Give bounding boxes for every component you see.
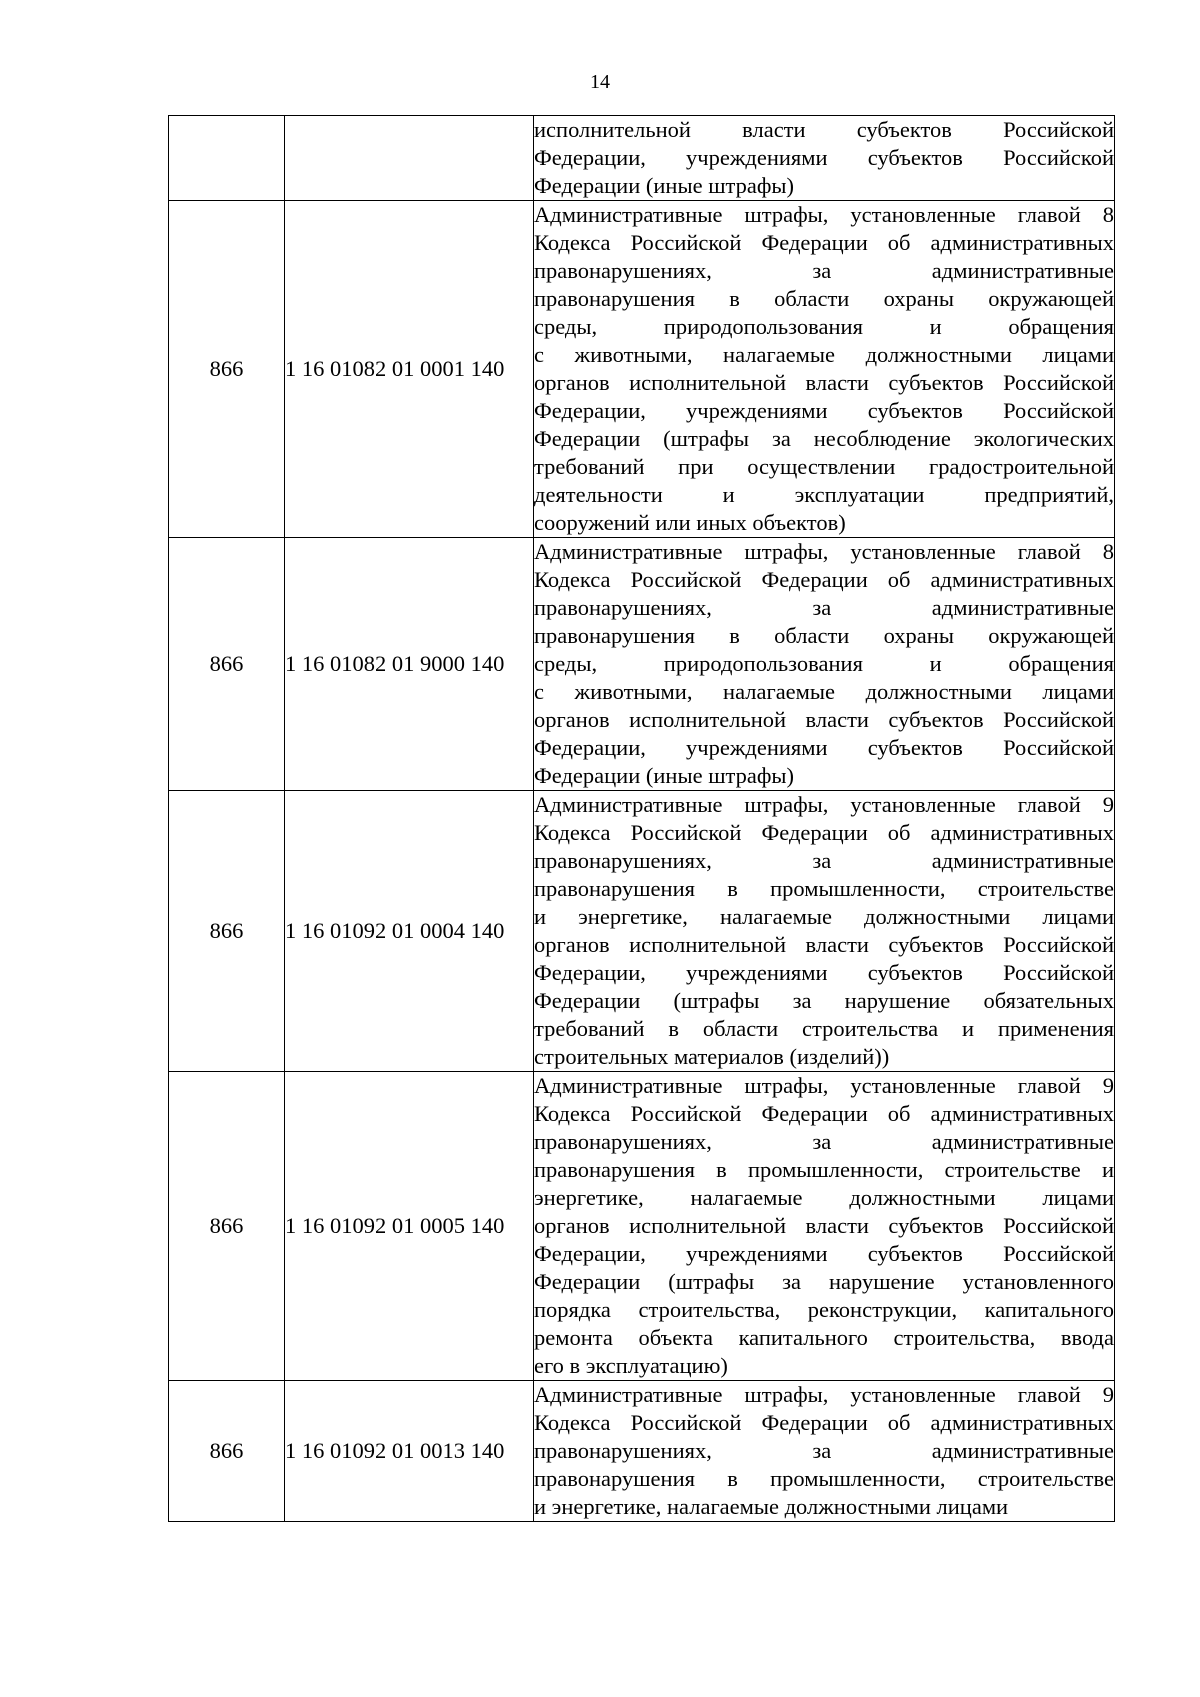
description-line: правонарушения в области охраны окружающей xyxy=(534,623,1114,648)
description-line: исполнительной власти субъектов Российской xyxy=(534,117,1114,142)
description-line: с животными, налагаемые должностными лицами xyxy=(534,679,1114,704)
description-line: и энергетике, налагаемые должностными лицами xyxy=(534,1494,1009,1519)
admin-code-cell: 866 xyxy=(169,791,285,1072)
description-line: Федерации, учреждениями субъектов Российской xyxy=(534,735,1114,760)
table-row xyxy=(169,201,1115,538)
description-cell xyxy=(534,116,1115,201)
description-line: требований при осуществлении градостроительной xyxy=(534,454,1114,479)
budget-classification-table xyxy=(168,115,1115,1522)
description-line: энергетике, налагаемые должностными лицами xyxy=(534,1185,1114,1210)
table-row xyxy=(169,1381,1115,1522)
kbk-code-cell: 1 16 01092 01 0013 140 xyxy=(285,1381,534,1522)
kbk-code-cell: 1 16 01082 01 0001 140 xyxy=(285,201,534,538)
description-line: Федерации (штрафы за несоблюдение экологических xyxy=(534,426,1114,451)
description-line: Административные штрафы, установленные главой 9 xyxy=(534,1073,1114,1098)
description-line: среды, природопользования и обращения xyxy=(534,651,1114,676)
description-cell xyxy=(534,791,1115,1072)
table-row xyxy=(169,791,1115,1072)
description-cell xyxy=(534,201,1115,538)
table-row xyxy=(169,1072,1115,1381)
description-line: органов исполнительной власти субъектов Российской xyxy=(534,932,1114,957)
description-line: правонарушениях, за административные xyxy=(534,1129,1114,1154)
description-line: правонарушения в промышленности, строительстве xyxy=(534,876,1114,901)
description-line: Федерации (иные штрафы) xyxy=(534,173,795,198)
admin-code-cell: 866 xyxy=(169,1072,285,1381)
description-line: правонарушениях, за административные xyxy=(534,848,1114,873)
description-cell xyxy=(534,1381,1115,1522)
admin-code-cell: 866 xyxy=(169,1381,285,1522)
description-line: и энергетике, налагаемые должностными лицами xyxy=(534,904,1114,929)
description-line: Федерации, учреждениями субъектов Российской xyxy=(534,960,1114,985)
description-line: строительных материалов (изделий)) xyxy=(534,1044,890,1069)
kbk-code-cell xyxy=(285,116,534,201)
description-line: Кодекса Российской Федерации об административных xyxy=(534,1410,1114,1435)
description-line: ремонта объекта капитального строительства, ввода xyxy=(534,1325,1114,1350)
kbk-code-cell: 1 16 01082 01 9000 140 xyxy=(285,538,534,791)
kbk-code-cell: 1 16 01092 01 0004 140 xyxy=(285,791,534,1072)
description-cell xyxy=(534,538,1115,791)
table-row xyxy=(169,116,1115,201)
description-line: правонарушениях, за административные xyxy=(534,595,1114,620)
description-line: Административные штрафы, установленные главой 9 xyxy=(534,1382,1114,1407)
description-line: Кодекса Российской Федерации об административных xyxy=(534,567,1114,592)
description-line: Административные штрафы, установленные главой 9 xyxy=(534,792,1114,817)
description-line: органов исполнительной власти субъектов Российской xyxy=(534,1213,1114,1238)
description-line: Кодекса Российской Федерации об административных xyxy=(534,230,1114,255)
description-line: Федерации, учреждениями субъектов Российской xyxy=(534,398,1114,423)
description-line: сооружений или иных объектов) xyxy=(534,510,846,535)
description-line: Федерации (штрафы за нарушение установленного xyxy=(534,1269,1114,1294)
description-line: деятельности и эксплуатации предприятий, xyxy=(534,482,1114,507)
description-line: правонарушениях, за административные xyxy=(534,258,1114,283)
description-cell xyxy=(534,1072,1115,1381)
description-line: Административные штрафы, установленные главой 8 xyxy=(534,202,1114,227)
table-row xyxy=(169,538,1115,791)
description-line: Административные штрафы, установленные главой 8 xyxy=(534,539,1114,564)
admin-code-cell: 866 xyxy=(169,201,285,538)
description-line: Федерации (штрафы за нарушение обязательных xyxy=(534,988,1114,1013)
description-line: с животными, налагаемые должностными лицами xyxy=(534,342,1114,367)
description-line: его в эксплуатацию) xyxy=(534,1353,728,1378)
description-line: органов исполнительной власти субъектов Российской xyxy=(534,707,1114,732)
description-line: правонарушения в промышленности, строительстве xyxy=(534,1466,1114,1491)
description-line: правонарушения в области охраны окружающей xyxy=(534,286,1114,311)
page-number: 14 xyxy=(590,71,610,93)
description-line: требований в области строительства и применения xyxy=(534,1016,1114,1041)
description-line: Кодекса Российской Федерации об административных xyxy=(534,820,1114,845)
description-line: Федерации, учреждениями субъектов Российской xyxy=(534,145,1114,170)
description-line: Федерации (иные штрафы) xyxy=(534,763,795,788)
description-line: Федерации, учреждениями субъектов Российской xyxy=(534,1241,1114,1266)
admin-code-cell xyxy=(169,116,285,201)
description-line: порядка строительства, реконструкции, капитального xyxy=(534,1297,1114,1322)
description-line: среды, природопользования и обращения xyxy=(534,314,1114,339)
description-line: Кодекса Российской Федерации об административных xyxy=(534,1101,1114,1126)
kbk-code-cell: 1 16 01092 01 0005 140 xyxy=(285,1072,534,1381)
description-line: правонарушения в промышленности, строительстве и xyxy=(534,1157,1114,1182)
description-line: правонарушениях, за административные xyxy=(534,1438,1114,1463)
description-line: органов исполнительной власти субъектов Российской xyxy=(534,370,1114,395)
admin-code-cell: 866 xyxy=(169,538,285,791)
